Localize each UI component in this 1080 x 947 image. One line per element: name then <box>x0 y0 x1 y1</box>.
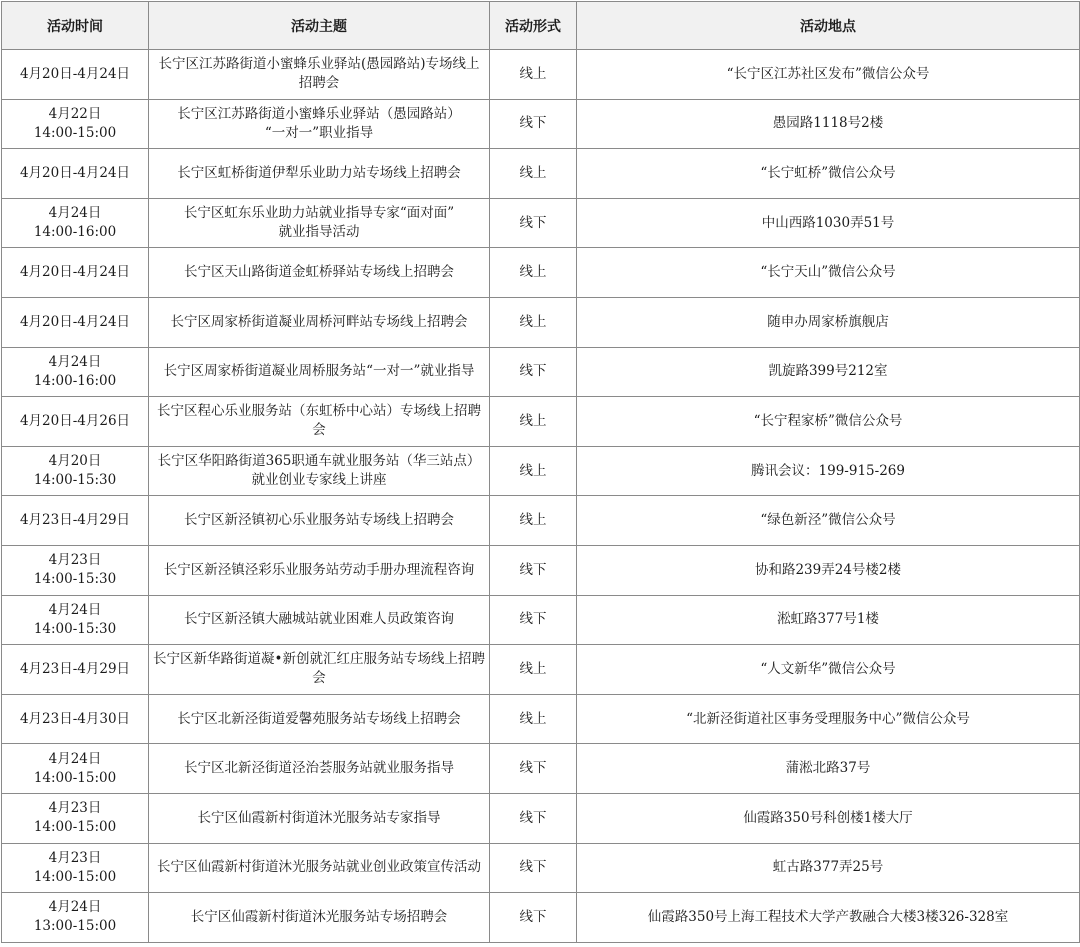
cell-place: 虹古路377弄25号 <box>577 843 1080 893</box>
cell-form: 线下 <box>490 744 577 794</box>
cell-time: 4月24日 14:00-16:00 <box>2 198 149 248</box>
cell-place: “人文新华”微信公众号 <box>577 645 1080 695</box>
cell-form: 线上 <box>490 496 577 546</box>
cell-place: “长宁天山”微信公众号 <box>577 248 1080 298</box>
cell-time: 4月20日-4月24日 <box>2 297 149 347</box>
cell-time: 4月24日 14:00-16:00 <box>2 347 149 397</box>
cell-time: 4月23日-4月29日 <box>2 645 149 695</box>
cell-theme: 长宁区江苏路街道小蜜蜂乐业驿站（愚园路站） “一对一”职业指导 <box>149 99 490 149</box>
cell-form: 线上 <box>490 248 577 298</box>
table-row <box>2 843 1080 893</box>
cell-place: “北新泾街道社区事务受理服务中心”微信公众号 <box>577 694 1080 744</box>
cell-time: 4月22日 14:00-15:00 <box>2 99 149 149</box>
table-row <box>2 595 1080 645</box>
cell-theme: 长宁区程心乐业服务站（东虹桥中心站）专场线上招聘会 <box>149 397 490 447</box>
cell-theme: 长宁区江苏路街道小蜜蜂乐业驿站(愚园路站)专场线上招聘会 <box>149 50 490 100</box>
cell-place: 淞虹路377号1楼 <box>577 595 1080 645</box>
cell-place: 中山西路1030弄51号 <box>577 198 1080 248</box>
cell-theme: 长宁区华阳路街道365职通车就业服务站（华三站点）就业创业专家线上讲座 <box>149 446 490 496</box>
cell-theme: 长宁区天山路街道金虹桥驿站专场线上招聘会 <box>149 248 490 298</box>
cell-time: 4月24日 14:00-15:30 <box>2 595 149 645</box>
cell-place: “长宁程家桥”微信公众号 <box>577 397 1080 447</box>
cell-place: “绿色新泾”微信公众号 <box>577 496 1080 546</box>
cell-form: 线上 <box>490 50 577 100</box>
cell-place: 仙霞路350号科创楼1楼大厅 <box>577 793 1080 843</box>
cell-theme: 长宁区周家桥街道凝业周桥河畔站专场线上招聘会 <box>149 297 490 347</box>
cell-place: 愚园路1118号2楼 <box>577 99 1080 149</box>
cell-place: 仙霞路350号上海工程技术大学产教融合大楼3楼326-328室 <box>577 893 1080 943</box>
cell-theme: 长宁区新泾镇大融城站就业困难人员政策咨询 <box>149 595 490 645</box>
cell-form: 线上 <box>490 645 577 695</box>
cell-time: 4月23日 14:00-15:00 <box>2 843 149 893</box>
table-row <box>2 744 1080 794</box>
cell-time: 4月23日 14:00-15:30 <box>2 545 149 595</box>
cell-theme: 长宁区虹桥街道伊犁乐业助力站专场线上招聘会 <box>149 149 490 199</box>
cell-form: 线上 <box>490 397 577 447</box>
cell-form: 线上 <box>490 694 577 744</box>
table-row <box>2 99 1080 149</box>
cell-time: 4月20日 14:00-15:30 <box>2 446 149 496</box>
cell-time: 4月20日-4月24日 <box>2 149 149 199</box>
table-row <box>2 446 1080 496</box>
table-row <box>2 496 1080 546</box>
cell-theme: 长宁区仙霞新村街道沐光服务站就业创业政策宣传活动 <box>149 843 490 893</box>
cell-theme: 长宁区仙霞新村街道沐光服务站专家指导 <box>149 793 490 843</box>
cell-place: 腾讯会议：199-915-269 <box>577 446 1080 496</box>
table-row <box>2 198 1080 248</box>
table-row <box>2 397 1080 447</box>
cell-theme: 长宁区北新泾街道爱馨苑服务站专场线上招聘会 <box>149 694 490 744</box>
table-row <box>2 545 1080 595</box>
cell-theme: 长宁区仙霞新村街道沐光服务站专场招聘会 <box>149 893 490 943</box>
table-row <box>2 645 1080 695</box>
cell-place: “长宁虹桥”微信公众号 <box>577 149 1080 199</box>
cell-place: 凯旋路399号212室 <box>577 347 1080 397</box>
cell-form: 线上 <box>490 446 577 496</box>
cell-form: 线下 <box>490 843 577 893</box>
table-row <box>2 694 1080 744</box>
header-form: 活动形式 <box>490 2 577 50</box>
cell-form: 线上 <box>490 297 577 347</box>
cell-time: 4月20日-4月24日 <box>2 50 149 100</box>
cell-time: 4月20日-4月24日 <box>2 248 149 298</box>
cell-time: 4月24日 14:00-15:00 <box>2 744 149 794</box>
cell-time: 4月24日 13:00-15:00 <box>2 893 149 943</box>
cell-theme: 长宁区新泾镇泾彩乐业服务站劳动手册办理流程咨询 <box>149 545 490 595</box>
cell-form: 线上 <box>490 149 577 199</box>
cell-theme: 长宁区虹东乐业助力站就业指导专家“面对面” 就业指导活动 <box>149 198 490 248</box>
cell-place: “长宁区江苏社区发布”微信公众号 <box>577 50 1080 100</box>
table-row <box>2 149 1080 199</box>
cell-place: 随申办周家桥旗舰店 <box>577 297 1080 347</box>
table-row <box>2 297 1080 347</box>
header-theme: 活动主题 <box>149 2 490 50</box>
cell-form: 线下 <box>490 99 577 149</box>
table-row <box>2 793 1080 843</box>
cell-form: 线下 <box>490 793 577 843</box>
cell-place: 协和路239弄24号楼2楼 <box>577 545 1080 595</box>
cell-theme: 长宁区周家桥街道凝业周桥服务站“一对一”就业指导 <box>149 347 490 397</box>
cell-theme: 长宁区北新泾街道泾治荟服务站就业服务指导 <box>149 744 490 794</box>
table-row <box>2 50 1080 100</box>
activity-table <box>1 1 1080 943</box>
header-place: 活动地点 <box>577 2 1080 50</box>
header-time: 活动时间 <box>2 2 149 50</box>
cell-time: 4月23日 14:00-15:00 <box>2 793 149 843</box>
cell-form: 线下 <box>490 545 577 595</box>
cell-form: 线下 <box>490 198 577 248</box>
cell-time: 4月20日-4月26日 <box>2 397 149 447</box>
cell-form: 线下 <box>490 347 577 397</box>
cell-time: 4月23日-4月29日 <box>2 496 149 546</box>
cell-form: 线下 <box>490 893 577 943</box>
header-row <box>2 2 1080 50</box>
cell-form: 线下 <box>490 595 577 645</box>
table-row <box>2 893 1080 943</box>
table-row <box>2 248 1080 298</box>
cell-theme: 长宁区新泾镇初心乐业服务站专场线上招聘会 <box>149 496 490 546</box>
table-row <box>2 347 1080 397</box>
cell-theme: 长宁区新华路街道凝•新创就汇红庄服务站专场线上招聘会 <box>149 645 490 695</box>
cell-time: 4月23日-4月30日 <box>2 694 149 744</box>
cell-place: 蒲淞北路37号 <box>577 744 1080 794</box>
